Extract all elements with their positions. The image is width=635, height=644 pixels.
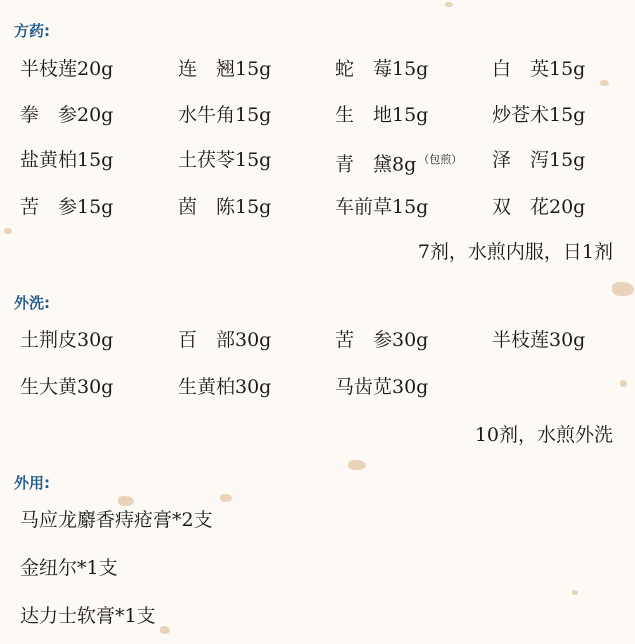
external-item: 达力士软膏*1支 xyxy=(20,605,156,627)
herb-item: 蛇 莓15g xyxy=(335,58,429,80)
herb-item: 茵 陈15g xyxy=(178,196,272,218)
herb-item: 双 花20g xyxy=(492,196,586,218)
external-item: 金纽尔*1支 xyxy=(20,557,118,579)
herb-item: 百 部30g xyxy=(178,329,272,351)
herb-item: 连 翘15g xyxy=(178,58,272,80)
herb-item: 生大黄30g xyxy=(20,376,114,398)
herb-item: 盐黄柏15g xyxy=(20,149,114,171)
herb-item: 苦 参15g xyxy=(20,196,114,218)
herb-item: 半枝莲30g xyxy=(492,329,586,351)
herb-item: 土荆皮30g xyxy=(20,329,114,351)
herb-item: 生黄柏30g xyxy=(178,376,272,398)
herb-item: 土茯苓15g xyxy=(178,149,272,171)
wash-heading: 外洗: xyxy=(14,294,50,312)
herb-item: 炒苍术15g xyxy=(492,104,586,126)
herb-item: 半枝莲20g xyxy=(20,58,114,80)
prescription-heading: 方药: xyxy=(14,22,50,40)
herb-item: 拳 参20g xyxy=(20,104,114,126)
wash-instruction: 10剂，水煎外洗 xyxy=(474,424,613,446)
external-item: 马应龙麝香痔疮膏*2支 xyxy=(20,509,213,531)
prescription-instruction: 7剂，水煎内服，日1剂 xyxy=(417,241,613,263)
herb-item: 水牛角15g xyxy=(178,104,272,126)
herb-item: 泽 泻15g xyxy=(492,149,586,171)
herb-item: 苦 参30g xyxy=(335,329,429,351)
herb-item: 车前草15g xyxy=(335,196,429,218)
herb-item: 马齿苋30g xyxy=(335,376,429,398)
herb-item: 白 英15g xyxy=(492,58,586,80)
external-heading: 外用: xyxy=(14,474,50,492)
herb-item: 生 地15g xyxy=(335,104,429,126)
herb-label: 青 黛8g xyxy=(335,153,417,176)
decoction-note: （包煎） xyxy=(418,153,463,166)
